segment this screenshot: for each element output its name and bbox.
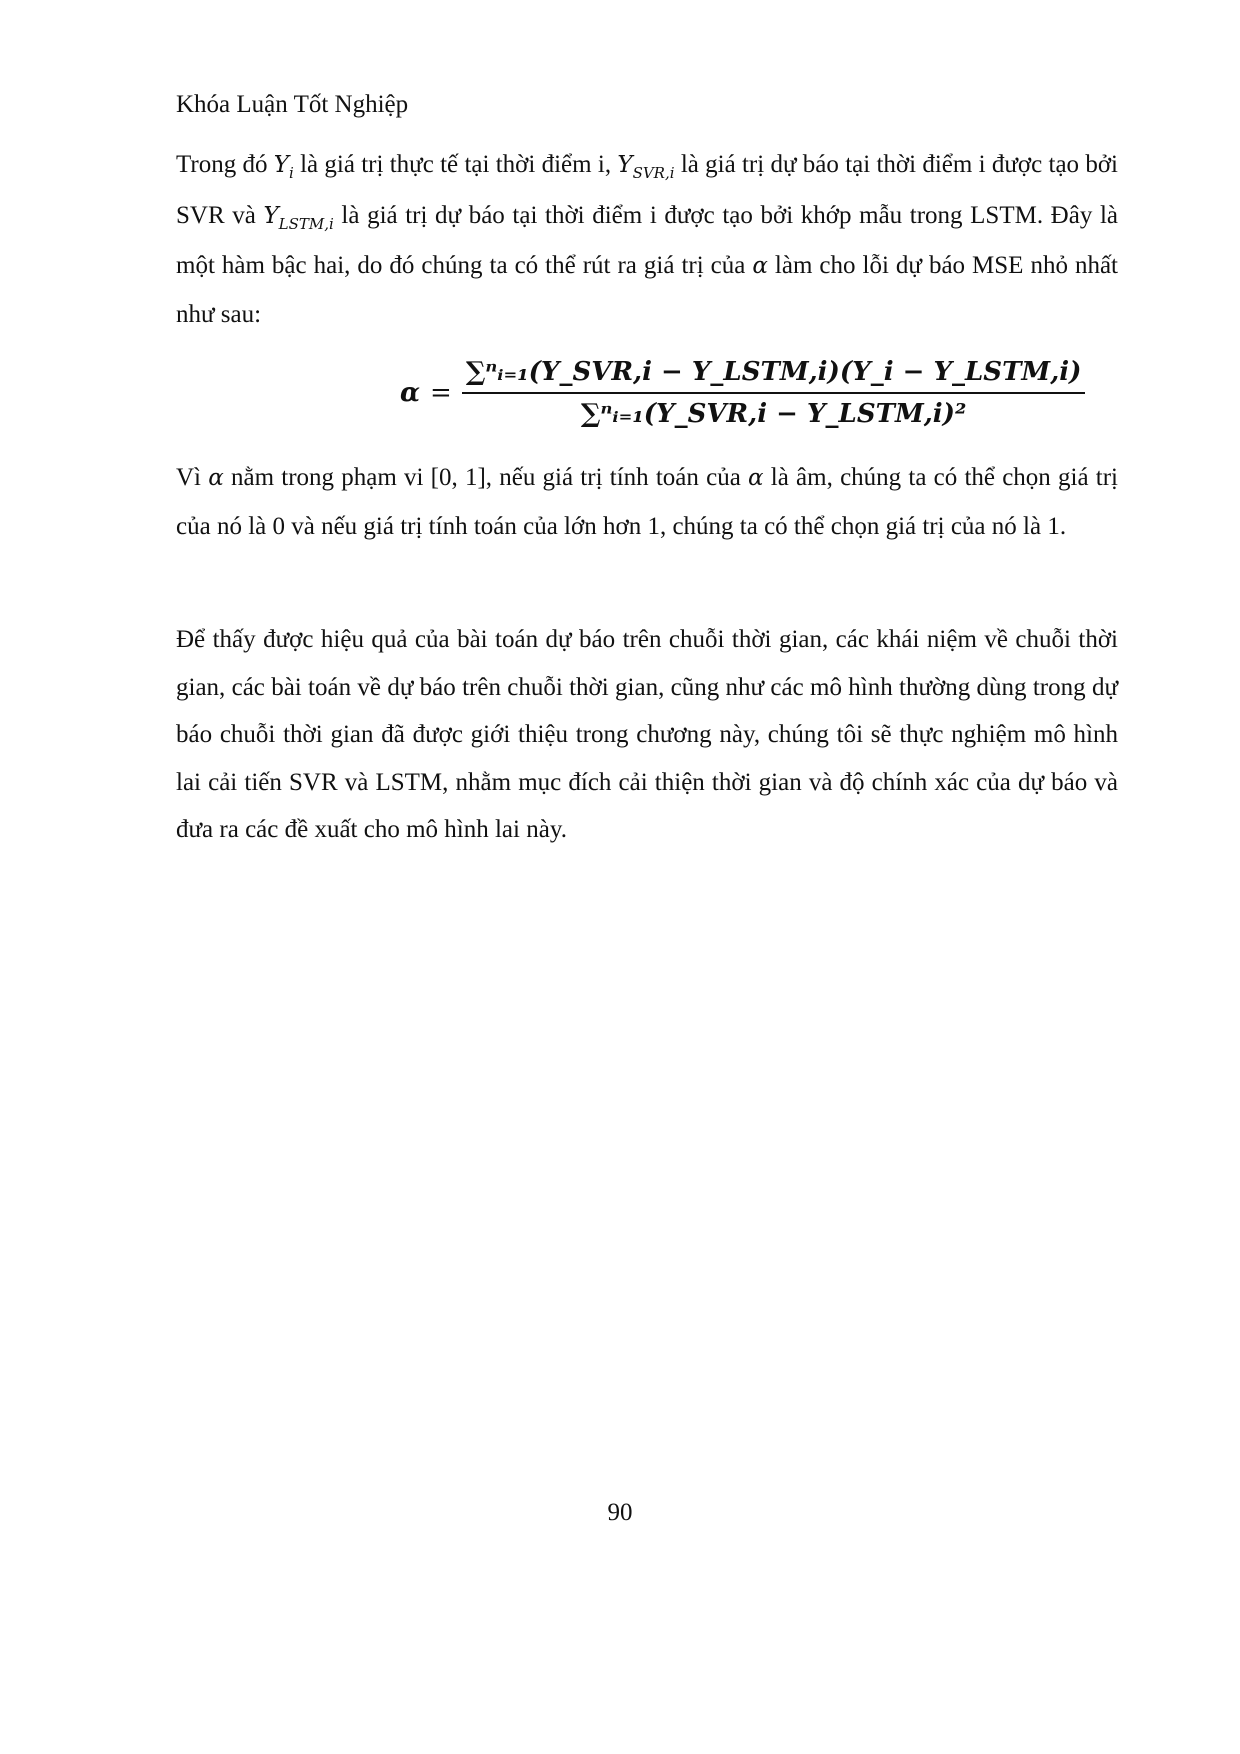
alpha-equation xyxy=(0,345,1240,440)
running-header: Khóa Luận Tốt Nghiệp xyxy=(176,91,409,118)
math-symbol-y-lstm: Y xyxy=(263,202,279,229)
equation-denominator: ∑ⁿᵢ₌₁(Y_SVR,i − Y_LSTM,i)² xyxy=(580,398,967,429)
paragraph-conclusion: Để thấy được hiệu quả của bài toán dự báo trên chuỗi thời gian, các khái niệm về chuỗi thời gian, các bài toán về dự báo trên chuỗi thời gian, cũng như các mô hình thường dùng trong dự báo chuỗi thời gian đã được giới thiệu trong chương này, chúng tôi sẽ thực nghiệm mô hình lai cải tiến SVR và LSTM, nhằm mục đích cải thiện thời gian và độ chính xác của dự báo và đưa ra các đề xuất cho mô hình lai này. xyxy=(176,626,1118,843)
math-symbol-alpha: α xyxy=(208,465,224,491)
equation-numerator: ∑ⁿᵢ₌₁(Y_SVR,i − Y_LSTM,i)(Y_i − Y_LSTM,i) xyxy=(465,356,1082,387)
text-run: nằm trong phạm vi [0, 1], nếu giá trị tính toán của xyxy=(223,464,749,491)
text-run: Vì xyxy=(176,464,209,491)
text-run: là giá trị dự báo tại thời điểm i được tạo bởi khớp mẫu trong LSTM. Đây là một hàm bậc hai, do đó chúng ta có thể rút ra giá trị của xyxy=(176,201,1118,279)
text-run: Trong đó xyxy=(176,151,274,178)
math-subscript: LSTM,i xyxy=(278,214,334,233)
paragraph-alpha-range xyxy=(176,454,1118,550)
equation-lhs: α xyxy=(400,377,421,408)
math-subscript: SVR,i xyxy=(632,164,675,182)
equation-equals-sign: = xyxy=(430,377,452,408)
equation-fraction xyxy=(462,352,1086,434)
text-run: là giá trị thực tế tại thời điểm i, xyxy=(293,151,618,178)
paragraph-definitions xyxy=(176,141,1118,338)
text-run: là giá trị dự báo tại thời điểm i được tạo bởi SVR và xyxy=(176,151,1119,229)
math-symbol-alpha: α xyxy=(748,465,764,491)
math-symbol-alpha: α xyxy=(752,253,768,279)
math-subscript: i xyxy=(288,164,294,182)
math-symbol-y: Y xyxy=(273,152,289,178)
page-number: 90 xyxy=(607,1499,633,1526)
text-run: là âm, chúng ta có thể chọn giá trị của nó là 0 và nếu giá trị tính toán của lớn hơn 1, chúng ta có thể chọn giá trị của nó là 1. xyxy=(176,464,1119,540)
text-run: làm cho lỗi dự báo MSE nhỏ nhất như sau: xyxy=(176,252,1118,328)
math-symbol-y-svr: Y xyxy=(617,152,633,178)
